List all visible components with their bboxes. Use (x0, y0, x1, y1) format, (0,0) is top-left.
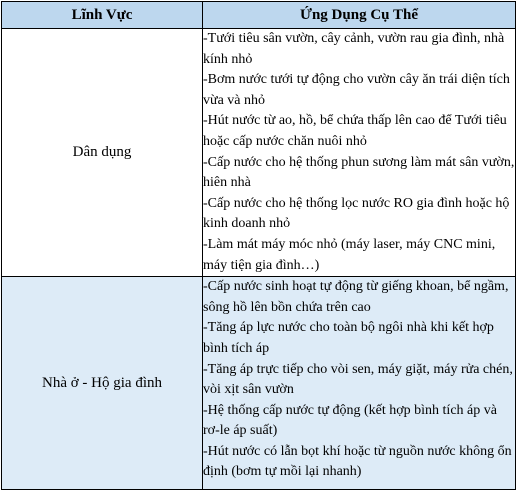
applications-cell (203, 277, 516, 490)
header-row (2, 2, 516, 29)
applications-cell (203, 29, 516, 277)
list-item: -Hút nước từ ao, hồ, bể chứa thấp lên cao để Tưới tiêu hoặc cấp nước chăn nuôi nhỏ (203, 113, 507, 149)
list-item: -Bơm nước tưới tự động cho vườn cây ăn trái diện tích vừa và nhỏ (203, 72, 510, 108)
list-item: -Tưới tiêu sân vườn, cây cảnh, vườn rau gia đình, nhà kính nhỏ (203, 31, 505, 67)
field-cell: Dân dụng (2, 29, 203, 277)
list-item: -Hút nước có lẫn bọt khí hoặc từ nguồn nước không ổn định (bơm tự mồi lại nhanh) (203, 443, 512, 480)
list-item: -Hệ thống cấp nước tự động (kết hợp bình tích áp và rơ-le áp suất) (203, 402, 497, 439)
list-item: -Tăng áp trực tiếp cho vòi sen, máy giặt, máy rửa chén, vòi xịt sân vườn (203, 361, 513, 398)
list-item: -Làm mát máy móc nhỏ (máy laser, máy CNC mini, máy tiện gia đình…) (203, 236, 496, 273)
list-item: -Cấp nước sinh hoạt tự động từ giếng khoan, bể ngầm, sông hồ lên bồn chứa trên cao (203, 279, 509, 315)
application-table (1, 1, 516, 490)
list-item: -Cấp nước cho hệ thống lọc nước RO gia đình hoặc hộ kinh doanh nhỏ (203, 195, 510, 232)
header-applications: Ứng Dụng Cụ Thể (203, 2, 516, 29)
table-row (2, 277, 516, 490)
list-item: -Cấp nước cho hệ thống phun sương làm mát sân vườn, hiên nhà (203, 154, 515, 191)
table-row (2, 29, 516, 277)
list-item: -Tăng áp lực nước cho toàn bộ ngôi nhà khi kết hợp bình tích áp (203, 320, 494, 356)
header-field: Lĩnh Vực (2, 2, 203, 29)
field-cell: Nhà ở - Hộ gia đình (2, 277, 203, 490)
